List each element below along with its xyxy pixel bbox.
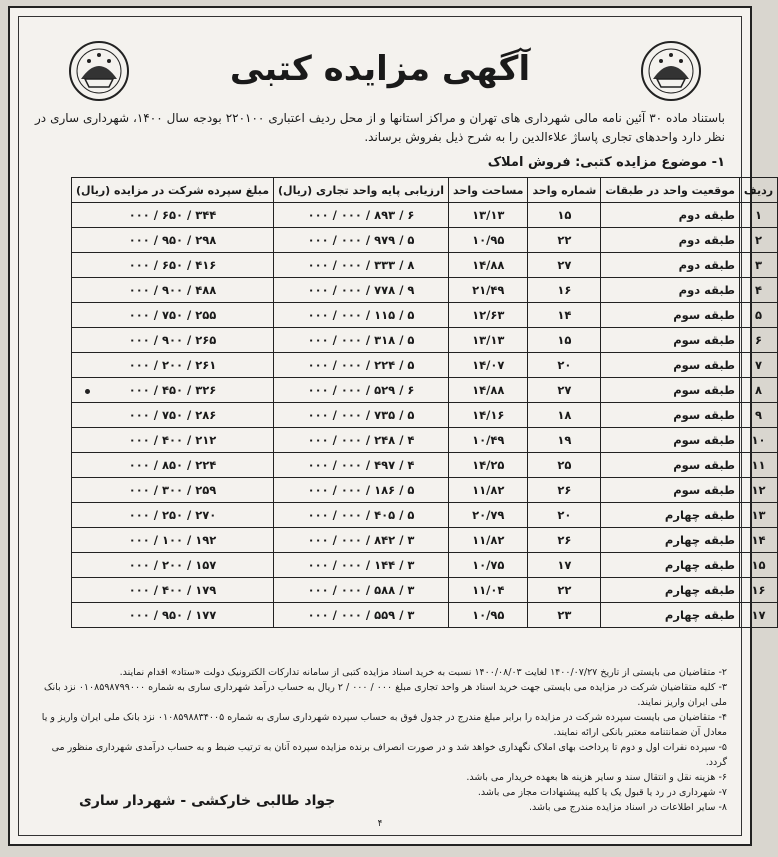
notice-frame [18,16,774,836]
cell-unit-number: ۱۵ [528,203,601,228]
cell-area: ۱۱/۸۲ [449,478,528,503]
cell-floor: طبقه دوم [601,253,740,278]
table-row [72,528,778,553]
cell-floor: طبقه چهارم [601,528,740,553]
cell-floor: طبقه چهارم [601,553,740,578]
cell-unit-number: ۲۶ [528,528,601,553]
cell-area: ۱۴/۱۶ [449,403,528,428]
header-unit-number: شماره واحد [528,178,601,203]
cell-base-valuation: ۰۰۰ / ۰۰۰ / ۱۱۵ / ۵ [274,303,449,328]
notice-page [8,6,774,846]
cell-deposit: ۰۰۰ / ۶۵۰ / ۳۴۴ [72,203,274,228]
cell-unit-number: ۲۷ [528,378,601,403]
note-item: ۸- سایر اطلاعات در اسناد مزایده مندرج می باشد. [529,802,727,813]
cell-unit-number: ۲۲ [528,578,601,603]
table-header-row [72,178,778,203]
cell-area: ۱۴/۰۷ [449,353,528,378]
cell-floor: طبقه چهارم [601,503,740,528]
cell-floor: طبقه سوم [601,328,740,353]
note-item: ۷- شهرداری در رد یا قبول یک یا کلیه پیشنهادات مجاز می باشد. [477,787,727,798]
cell-unit-number: ۲۰ [528,353,601,378]
cell-floor: طبقه سوم [601,303,740,328]
cell-unit-number: ۲۰ [528,503,601,528]
table-row [72,428,778,453]
cell-deposit: ۰۰۰ / ۳۰۰ / ۲۵۹ [72,478,274,503]
cell-floor: طبقه سوم [601,428,740,453]
table-row [72,403,778,428]
cell-floor: طبقه دوم [601,203,740,228]
cell-row-number: ۱۱ [739,453,777,478]
cell-area: ۱۱/۸۲ [449,528,528,553]
cell-deposit: ۰۰۰ / ۲۰۰ / ۱۵۷ [72,553,274,578]
cell-row-number: ۷ [739,353,777,378]
cell-row-number: ۸ [739,378,777,403]
cell-base-valuation: ۰۰۰ / ۰۰۰ / ۳۱۸ / ۵ [274,328,449,353]
cell-base-valuation: ۰۰۰ / ۰۰۰ / ۴۹۷ / ۴ [274,453,449,478]
cell-floor: طبقه سوم [601,378,740,403]
cell-unit-number: ۲۵ [528,453,601,478]
cell-base-valuation: ۰۰۰ / ۰۰۰ / ۲۴۸ / ۴ [274,428,449,453]
table-row [72,253,778,278]
cell-deposit: ۰۰۰ / ۴۵۰ / ۳۲۶ [72,378,274,403]
cell-area: ۱۰/۷۵ [449,553,528,578]
cell-base-valuation: ۰۰۰ / ۰۰۰ / ۸۴۲ / ۳ [274,528,449,553]
table-row [72,353,778,378]
table-row [72,378,778,403]
cell-unit-number: ۱۷ [528,553,601,578]
cell-row-number: ۱۰ [739,428,777,453]
table-row [72,603,778,628]
cell-area: ۱۰/۹۵ [449,228,528,253]
cell-row-number: ۵ [739,303,777,328]
header-deposit: مبلغ سپرده شرکت در مزایده (ریال) [72,178,274,203]
cell-unit-number: ۲۷ [528,253,601,278]
cell-deposit: ۰۰۰ / ۹۰۰ / ۲۶۵ [72,328,274,353]
header-row-number: ردیف [739,178,777,203]
table-row [72,303,778,328]
cell-floor: طبقه دوم [601,278,740,303]
note-item: ۳- کلیه متقاضیان شرکت در مزایده می بایستی جهت خرید اسناد هر واحد تجاری مبلغ ۰۰۰ / ۰۰۰ / ۲ ریال به حساب درآمد شهرداری ساری به شماره ۰۱۰۸۵۹۸۷۹۹۰۰۰ نزد بانک ملی ایران واریز نمایند. [43,682,727,708]
cell-deposit: ۰۰۰ / ۹۰۰ / ۴۸۸ [72,278,274,303]
table-row [72,453,778,478]
cell-base-valuation: ۰۰۰ / ۰۰۰ / ۱۴۴ / ۳ [274,553,449,578]
cell-row-number: ۱۵ [739,553,777,578]
cell-base-valuation: ۰۰۰ / ۰۰۰ / ۷۷۸ / ۹ [274,278,449,303]
cell-deposit: ۰۰۰ / ۴۰۰ / ۱۷۹ [72,578,274,603]
cell-base-valuation: ۰۰۰ / ۰۰۰ / ۱۸۶ / ۵ [274,478,449,503]
units-table [71,177,778,628]
cell-deposit: ۰۰۰ / ۷۵۰ / ۲۵۵ [72,303,274,328]
cell-floor: طبقه چهارم [601,603,740,628]
cell-area: ۱۴/۸۸ [449,253,528,278]
cell-unit-number: ۱۵ [528,328,601,353]
cell-base-valuation: ۰۰۰ / ۰۰۰ / ۳۳۳ / ۸ [274,253,449,278]
cell-area: ۱۳/۱۳ [449,328,528,353]
table-row [72,478,778,503]
cell-deposit: ۰۰۰ / ۴۰۰ / ۲۱۲ [72,428,274,453]
cell-row-number: ۲ [739,228,777,253]
table-row [72,278,778,303]
cell-base-valuation: ۰۰۰ / ۰۰۰ / ۵۸۸ / ۳ [274,578,449,603]
table-row [72,203,778,228]
header-base-valuation: ارزیابی پایه واحد تجاری (ریال) [274,178,449,203]
cell-deposit: ۰۰۰ / ۲۵۰ / ۲۷۰ [72,503,274,528]
cell-deposit: ۰۰۰ / ۲۰۰ / ۲۶۱ [72,353,274,378]
cell-deposit: ۰۰۰ / ۶۵۰ / ۴۱۶ [72,253,274,278]
cell-row-number: ۱ [739,203,777,228]
auction-subject: ۱- موضوع مزایده کتبی: فروش املاک [487,155,725,170]
cell-area: ۱۰/۴۹ [449,428,528,453]
table-row [72,228,778,253]
cell-row-number: ۱۷ [739,603,777,628]
table-row [72,328,778,353]
cell-floor: طبقه دوم [601,228,740,253]
cell-row-number: ۱۶ [739,578,777,603]
cell-unit-number: ۱۴ [528,303,601,328]
cell-base-valuation: ۰۰۰ / ۰۰۰ / ۵۲۹ / ۶ [274,378,449,403]
cell-base-valuation: ۰۰۰ / ۰۰۰ / ۴۰۵ / ۵ [274,503,449,528]
table-row [72,553,778,578]
cell-unit-number: ۱۸ [528,403,601,428]
note-item: ۵- سپرده نفرات اول و دوم تا پرداخت بهای املاک نگهداری خواهد شد و در صورت انصراف برنده مزایده سپرده آنان به ترتیب ضبط و به حساب درآمدی شهرداری منظور می گردد. [51,742,727,768]
cell-base-valuation: ۰۰۰ / ۰۰۰ / ۸۹۳ / ۶ [274,203,449,228]
cell-row-number: ۱۳ [739,503,777,528]
cell-unit-number: ۲۳ [528,603,601,628]
cell-area: ۱۴/۸۸ [449,378,528,403]
note-item: ۲- متقاضیان می بایستی از تاریخ ۱۴۰۰/۰۷/۲۷ لغایت ۱۴۰۰/۰۸/۰۳ نسبت به خرید اسناد مزایده کتبی از سامانه تدارکات الکترونیک دولت «ستاد» اقدام نمایند. [119,667,727,678]
cell-deposit: ۰۰۰ / ۱۰۰ / ۱۹۲ [72,528,274,553]
note-item: ۴- متقاضیان می بایست سپرده شرکت در مزایده را برابر مبلغ مندرج در جدول فوق به حساب سپرده شهرداری ساری به شماره ۰۱۰۸۵۹۸۸۳۴۰۰۵ نزد بانک ملی ایران واریز و یا معادل آن ضمانتنامه معتبر بانکی ارائه نمایند. [41,712,727,738]
cell-base-valuation: ۰۰۰ / ۰۰۰ / ۹۷۹ / ۵ [274,228,449,253]
cell-deposit: ۰۰۰ / ۹۵۰ / ۱۷۷ [72,603,274,628]
table-row [72,503,778,528]
cell-unit-number: ۲۲ [528,228,601,253]
cell-area: ۱۱/۰۴ [449,578,528,603]
cell-floor: طبقه چهارم [601,578,740,603]
cell-area: ۱۰/۹۵ [449,603,528,628]
cell-area: ۱۲/۶۳ [449,303,528,328]
note-item: ۶- هزینه نقل و انتقال سند و سایر هزینه ها بعهده خریدار می باشد. [466,772,727,783]
cell-row-number: ۶ [739,328,777,353]
header-floor: موقعیت واحد در طبقات [601,178,740,203]
table-row [72,578,778,603]
notice-title: آگهی مزایده کتبی [229,49,531,89]
page-number: ۴ [377,819,383,829]
header-area: مساحت واحد [449,178,528,203]
cell-deposit: ۰۰۰ / ۹۵۰ / ۲۹۸ [72,228,274,253]
cell-floor: طبقه سوم [601,453,740,478]
cell-base-valuation: ۰۰۰ / ۰۰۰ / ۵۵۹ / ۳ [274,603,449,628]
cell-floor: طبقه سوم [601,478,740,503]
intro-paragraph [35,109,725,147]
cell-unit-number: ۱۹ [528,428,601,453]
cell-area: ۱۳/۱۳ [449,203,528,228]
cell-row-number: ۱۴ [739,528,777,553]
cell-floor: طبقه سوم [601,353,740,378]
cell-area: ۲۰/۷۹ [449,503,528,528]
cell-base-valuation: ۰۰۰ / ۰۰۰ / ۷۳۵ / ۵ [274,403,449,428]
cell-unit-number: ۱۶ [528,278,601,303]
cell-area: ۲۱/۴۹ [449,278,528,303]
cell-area: ۱۴/۲۵ [449,453,528,478]
cell-base-valuation: ۰۰۰ / ۰۰۰ / ۲۲۴ / ۵ [274,353,449,378]
intro-text: باستناد ماده ۳۰ آئین نامه مالی شهرداری های تهران و مراکز استانها و از محل ردیف اعتباری ۲۲۰۱۰۰ بودجه سال ۱۴۰۰، شهرداری ساری در نظر دارد واحدهای تجاری پاساژ علاءالدین را به شرح ذیل بفروش برساند. [35,111,725,144]
signature: جواد طالبی خارکشی - شهردار ساری [79,793,336,809]
cell-row-number: ۹ [739,403,777,428]
cell-deposit: ۰۰۰ / ۸۵۰ / ۲۲۴ [72,453,274,478]
cell-unit-number: ۲۶ [528,478,601,503]
cell-row-number: ۴ [739,278,777,303]
cell-deposit: ۰۰۰ / ۷۵۰ / ۲۸۶ [72,403,274,428]
cell-row-number: ۱۲ [739,478,777,503]
cell-row-number: ۳ [739,253,777,278]
cell-floor: طبقه سوم [601,403,740,428]
